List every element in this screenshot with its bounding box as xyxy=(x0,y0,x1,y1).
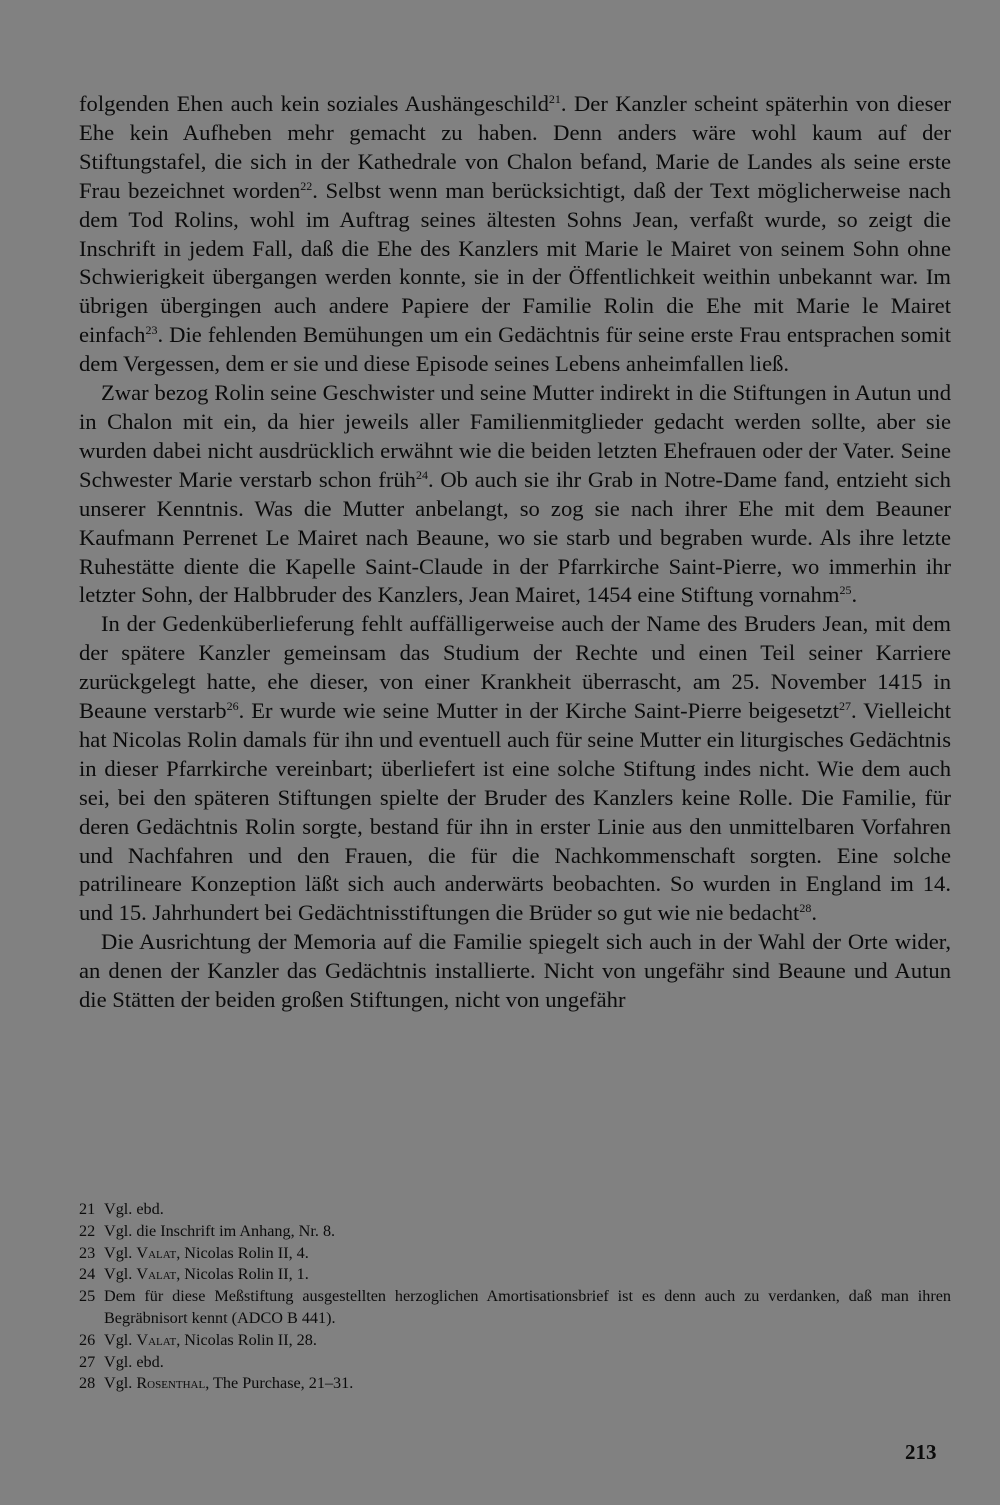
footnote-number: 24 xyxy=(79,1265,96,1284)
footnote-reference: 27 xyxy=(839,699,851,714)
footnote-text xyxy=(104,1243,951,1265)
text-run: . xyxy=(851,582,858,608)
text-run: Vgl. ebd. xyxy=(104,1200,164,1218)
footnote xyxy=(79,1243,951,1265)
footnote-number: 28 xyxy=(79,1374,96,1393)
text-run: . Ob auch sie ihr Grab in Notre-Dame fand, entzieht sich unserer Kenntnis. Was die Mutter anbelangt, so zog sie nach ihrer Ehe mit dem Beauner Kaufmann Perrenet Le Mairet nach Beaune, wo sie starb und begraben wurde. Als ihre letzte Ruhestätte diente die Kapelle Saint-Claude in der Pfarrkirche Saint-Pierre, wo immerhin ihr letzter Sohn, der Halbbruder des Kanzlers, Jean Mairet, 1454 eine Stiftung vornahm xyxy=(79,466,951,608)
text-run: . Vielleicht hat Nicolas Rolin damals für ihn und eventuell auch für seine Mutter ein liturgisches Gedächtnis in dieser Pfarrkirche vereinbart; überliefert ist eine solche Stiftung indes nicht. Wie dem auch sei, bei den späteren Stiftungen spielte der Bruder des Kanzlers keine Rolle. Die Familie, für deren Gedächtnis Rolin sorgte, bestand für ihn in erster Linie aus den unmittelbaren Vorfahren und Nachfahren und den Frauen, die für die Nachkommenschaft sorgten. Eine solche patrilineare Konzeption läßt sich auch anderwärts beobachten. So wurden in England im 14. und 15. Jahrhundert bei Gedächtnisstiftungen die Brüder so gut wie nie bedacht xyxy=(79,698,951,926)
text-run: Vgl. die Inschrift im Anhang, Nr. 8. xyxy=(104,1221,336,1240)
text-run: Dem für diese Meßstiftung ausgestellten herzoglichen Amortisationsbrief ist es denn auch zu verdanken, daß man ihren Begräbnisort kennt (ADCO B 441). xyxy=(104,1287,951,1327)
text-run: , Nicolas Rolin II, 4. xyxy=(176,1243,309,1262)
footnote xyxy=(79,1199,951,1221)
text-run: Zwar bezog Rolin seine Geschwister und seine Mutter indirekt in die Stiftungen in Autun und in Chalon mit ein, da hier jeweils aller Familienmitglieder gedacht werden sollte, aber sie wurden dabei nicht ausdrücklich erwähnt wie die beiden letzten Ehefrauen oder der Vater. Seine Schwester Marie verstarb schon früh xyxy=(79,380,951,492)
footnote-reference: 28 xyxy=(799,901,812,916)
footnote-text xyxy=(104,1286,951,1330)
text-run: . Selbst wenn man berücksichtigt, daß der Text möglicherweise nach dem Tod Rolins, wohl im Auftrag seines ältesten Sohns Jean, verfaßt wurde, so zeigt die Inschrift in jedem Fall, daß die Ehe des Kanzlers mit Marie le Mairet von seinem Sohn ohne Schwierigkeit übergangen werden konnte, sie in der Öffentlichkeit weithin unbekannt war. Im übrigen übergingen auch andere Papiere der Familie Rolin die Ehe mit Marie le Mairet einfach xyxy=(79,177,951,348)
footnote xyxy=(79,1330,951,1352)
main-text xyxy=(79,90,951,1015)
text-run: , Nicolas Rolin II, 1. xyxy=(176,1265,309,1284)
footnote-reference: 23 xyxy=(145,323,158,338)
footnote-number: 27 xyxy=(79,1352,96,1371)
footnote-reference: 22 xyxy=(300,178,313,193)
text-run: In der Gedenküberlieferung fehlt auffälligerweise auch der Name des Bruders Jean, mit dem der spätere Kanzler gemeinsam das Studium der Rechte und einen Teil seiner Karriere zurückgelegt hatte, ehe dieser, von einer Krankheit überrascht, am 25. November 1415 in Beaune verstarb xyxy=(79,611,951,724)
text-run: , The Purchase, 21–31. xyxy=(205,1374,354,1393)
footnotes xyxy=(79,1199,951,1395)
footnote-text xyxy=(104,1330,951,1352)
footnote-reference: 24 xyxy=(415,467,428,482)
footnote-number: 26 xyxy=(79,1330,96,1349)
footnote-reference: 26 xyxy=(226,699,239,714)
page-body xyxy=(79,90,951,1015)
footnote-number: 23 xyxy=(79,1243,96,1262)
author-name: Valat xyxy=(136,1330,177,1349)
text-run: Vgl. xyxy=(104,1265,137,1284)
text-run: . xyxy=(811,900,817,926)
footnote xyxy=(79,1352,951,1374)
footnote xyxy=(79,1264,951,1286)
paragraph-1 xyxy=(79,90,951,379)
footnote-number: 22 xyxy=(79,1221,96,1240)
paragraph-4 xyxy=(79,928,951,1015)
text-run: . Der Kanzler scheint späterhin von dieser Ehe kein Aufheben mehr gemacht zu haben. Denn anders wäre wohl kaum auf der Stiftungstafel, die sich in der Kathedrale von Chalon befand, Marie de Landes als seine erste Frau bezeichnet worden xyxy=(79,91,951,203)
footnote-text xyxy=(104,1352,951,1374)
author-name: Valat xyxy=(136,1243,177,1262)
author-name: Rosenthal xyxy=(136,1374,206,1393)
footnote-text xyxy=(104,1199,951,1221)
text-run: Vgl. ebd. xyxy=(104,1352,164,1371)
footnote xyxy=(79,1221,951,1243)
text-run: Die Ausrichtung der Memoria auf die Familie spiegelt sich auch in der Wahl der Orte wider, an denen der Kanzler das Gedächtnis installierte. Nicht von ungefähr sind Beaune und Autun die Stätten der beiden großen Stiftungen, nicht von ungefähr xyxy=(79,929,951,1013)
text-run: , Nicolas Rolin II, 28. xyxy=(176,1330,317,1349)
text-run: Vgl. xyxy=(104,1330,137,1349)
footnote-number: 21 xyxy=(79,1200,96,1218)
footnote-text xyxy=(104,1221,951,1243)
text-run: . Er wurde wie seine Mutter in der Kirche Saint-Pierre beigesetzt xyxy=(238,698,839,724)
footnote-text xyxy=(104,1373,951,1395)
footnote xyxy=(79,1373,951,1395)
text-run: folgenden Ehen auch kein soziales Aushängeschild xyxy=(79,91,549,116)
text-run: Vgl. xyxy=(104,1374,137,1393)
page-number: 213 xyxy=(905,1440,937,1464)
footnote-reference: 21 xyxy=(548,92,561,106)
footnote xyxy=(79,1286,951,1330)
text-run: Vgl. xyxy=(104,1243,137,1262)
footnote-text xyxy=(104,1264,951,1286)
paragraph-3 xyxy=(79,610,951,928)
paragraph-2 xyxy=(79,379,951,610)
text-run: . Die fehlenden Bemühungen um ein Gedächtnis für seine erste Frau entsprachen somit dem Vergessen, dem er sie und diese Episode seines Lebens anheimfallen ließ. xyxy=(79,322,951,377)
footnote-number: 25 xyxy=(79,1287,96,1306)
footnote-reference: 25 xyxy=(839,583,852,598)
author-name: Valat xyxy=(136,1265,177,1284)
